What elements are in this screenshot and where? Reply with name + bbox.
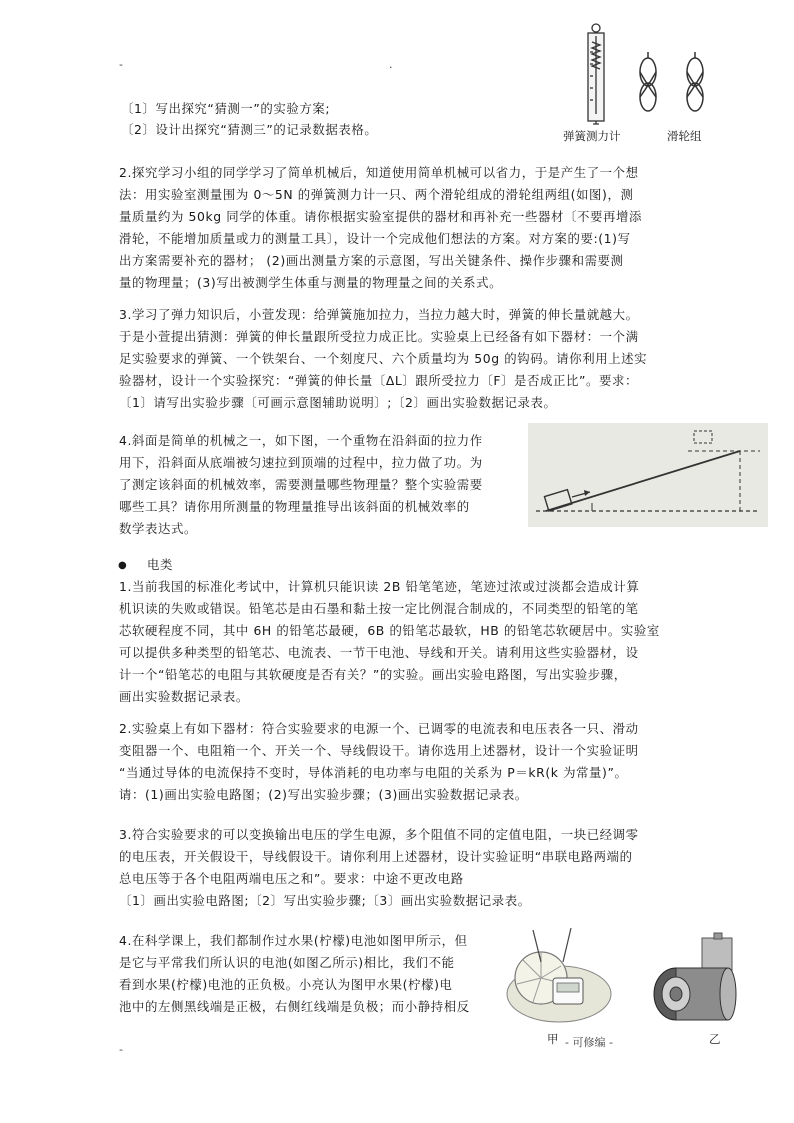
elec3-line-2: 的电压表，开关假设干，导线假设干。请你利用上述器材，设计实验证明“串联电路两端的 <box>119 849 633 864</box>
elec2-line-2: 变阻器一个、电阻箱一个、开关一个、导线假设干。请你选用上述器材，设计一个实验证明 <box>119 743 639 758</box>
section-bullet: ● <box>118 560 128 571</box>
spring-scale-pulley-figure <box>575 22 725 126</box>
section-heading-electricity: 电类 <box>147 557 173 572</box>
elec2-line-4: 请：(1)画出实验电路图；(2)写出实验步骤；(3)画出实验数据记录表。 <box>119 787 528 802</box>
mech3-line-4: 验器材，设计一个实验探究：“弹簧的伸长量〔ΔL〕跟所受拉力〔F〕是否成正比”。要求： <box>119 373 638 388</box>
elec4-line-4: 池中的左侧黑线端是正极，右侧红线端是负极；而小静持相反 <box>119 999 470 1014</box>
intro-line-2: 〔2〕设计出探究“猜测三”的记录数据表格。 <box>121 122 378 137</box>
mech3-line-5: 〔1〕请写出实验步骤〔可画示意图辅助说明〕;〔2〕画出实验数据记录表。 <box>119 395 557 410</box>
figure-label-pulley: 滑轮组 <box>667 129 702 143</box>
battery-figure <box>642 930 742 1026</box>
elec2-line-1: 2.实验桌上有如下器材：符合实验要求的电源一个、已调零的电流表和电压表各一只、滑动 <box>119 721 639 736</box>
inclined-plane-figure <box>528 423 768 527</box>
elec2-line-3: “当通过导体的电流保持不变时，导体消耗的电功率与电阻的关系为 P＝kR(k 为常量)”。 <box>119 765 628 780</box>
battery-icon <box>642 930 742 1026</box>
mech2-line-3: 量质量约为 50kg 同学的体重。请你根据实验室提供的器材和再补充一些器材〔不要再增添 <box>119 209 642 224</box>
mech2-line-2: 法：用实验室测量围为 0～5N 的弹簧测力计一只、两个滑轮组成的滑轮组两组(如图)，测 <box>119 187 634 202</box>
mech2-line-6: 量的物理量；(3)写出被测学生体重与测量的物理量之间的关系式。 <box>119 275 503 290</box>
lemon-battery-figure <box>497 922 627 1028</box>
mech4-line-1: 4.斜面是简单的机械之一，如下图，一个重物在沿斜面的拉力作 <box>119 433 483 448</box>
elec3-line-1: 3.符合实验要求的可以变换输出电压的学生电源，多个阻值不同的定值电阻，一块已经调零 <box>119 827 639 842</box>
mech3-line-3: 足实验要求的弹簧、一个铁架台、一个刻度尺、六个质量均为 50g 的钩码。请你利用上述实 <box>119 351 648 366</box>
figure-label-spring-scale: 弹簧测力计 <box>563 129 621 143</box>
elec1-line-6: 画出实验数据记录表。 <box>119 689 249 704</box>
elec4-line-1: 4.在科学课上，我们都制作过水果(柠檬)电池如图甲所示，但 <box>119 933 468 948</box>
header-mark-left: - <box>119 58 123 71</box>
elec3-line-3: 总电压等于各个电阻两端电压之和”。要求：中途不更改电路 <box>119 871 464 886</box>
elec1-line-1: 1.当前我国的标准化考试中，计算机只能识读 2B 铅笔笔迹，笔迹过浓或过淡都会造成计算 <box>119 579 640 594</box>
inclined-plane-icon <box>528 423 768 527</box>
intro-line-1: 〔1〕写出探究“猜测一”的实验方案; <box>121 101 331 116</box>
elec3-line-4: 〔1〕画出实验电路图;〔2〕写出实验步骤;〔3〕画出实验数据记录表。 <box>119 893 531 908</box>
mech2-line-1: 2.探究学习小组的同学学习了简单机械后，知道使用简单机械可以省力，于是产生了一个想 <box>119 165 639 180</box>
figure-label-jia: 甲 <box>547 1032 559 1046</box>
elec4-line-3: 看到水果(柠檬)电池的正负极。小亮认为图甲水果(柠檬)电 <box>119 977 453 992</box>
spring-scale-icon <box>588 24 604 124</box>
footer-mark-left: - <box>119 1043 123 1056</box>
mech4-line-2: 用下，沿斜面从底端被匀速拉到顶端的过程中，拉力做了功。为 <box>119 455 483 470</box>
mech3-line-1: 3.学习了弹力知识后，小萱发现：给弹簧施加拉力，当拉力越大时，弹簧的伸长量就越大。 <box>119 307 639 322</box>
footer-page-label: - 可修编 - <box>565 1036 613 1049</box>
pulley-icon <box>640 52 703 111</box>
figure-label-yi: 乙 <box>709 1032 721 1046</box>
header-mark-right: . <box>389 58 393 71</box>
lemon-battery-icon <box>497 922 627 1028</box>
mech4-line-5: 数学表达式。 <box>119 521 197 536</box>
elec4-line-2: 是它与平常我们所认识的电池(如图乙所示)相比，我们不能 <box>119 955 455 970</box>
mech4-line-3: 了测定该斜面的机械效率，需要测量哪些物理量？整个实验需要 <box>119 477 483 492</box>
mech2-line-5: 出方案需要补充的器材； (2)画出测量方案的示意图，写出关键条件、操作步骤和需要测 <box>119 253 624 268</box>
elec1-line-4: 可以提供多种类型的铅笔芯、电流表、一节干电池、导线和开关。请利用这些实验器材，设 <box>119 645 639 660</box>
elec1-line-5: 计一个“铅笔芯的电阻与其软硬度是否有关？”的实验。画出实验电路图，写出实验步骤， <box>119 667 627 682</box>
mech4-line-4: 哪些工具？请你用所测量的物理量推导出该斜面的机械效率的 <box>119 499 470 514</box>
mech2-line-4: 滑轮，不能增加质量或力的测量工具〕，设计一个完成他们想法的方案。对方案的要:(1)写 <box>119 231 631 246</box>
elec1-line-2: 机识读的失败或错误。铅笔芯是由石墨和黏土按一定比例混合制成的，不同类型的铅笔的笔 <box>119 601 639 616</box>
mech3-line-2: 于是小萱提出猜测：弹簧的伸长量跟所受拉力成正比。实验桌上已经备有如下器材：一个满 <box>119 329 639 344</box>
elec1-line-3: 芯软硬程度不同，其中 6H 的铅笔芯最硬，6B 的铅笔芯最软，HB 的铅笔芯软硬居中。实验室 <box>119 623 660 638</box>
